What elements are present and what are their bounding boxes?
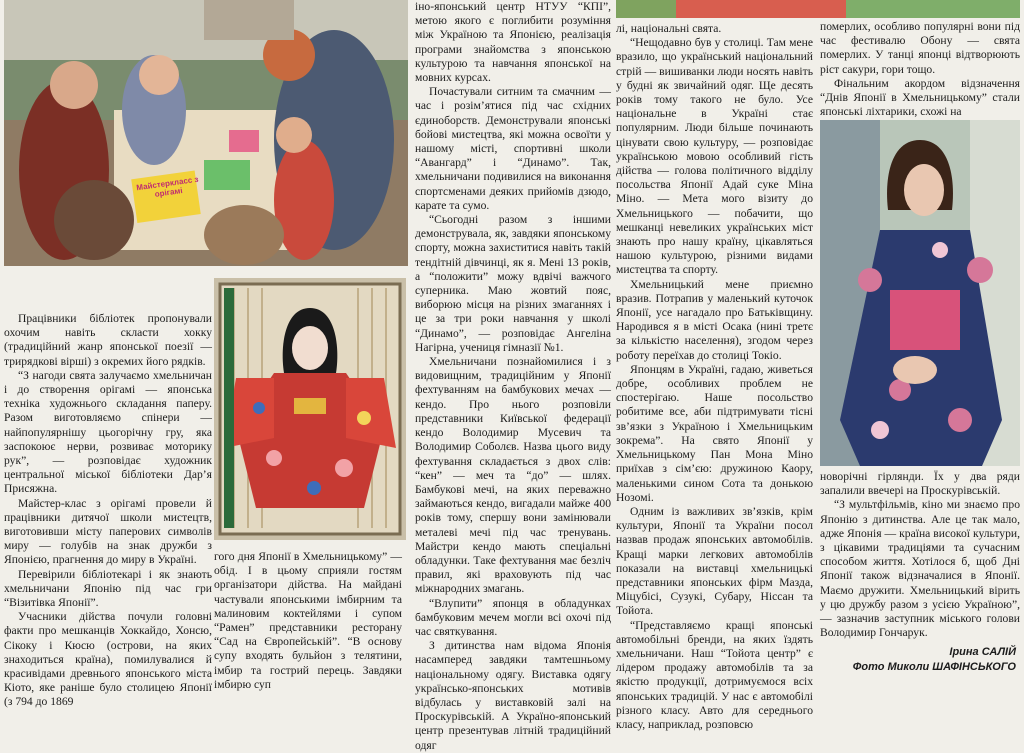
paragraph: “Сьогодні разом з іншими демонструвала, як, завдяки японському спорту, можна захиститися навіть такій тендітній дівчинці, як я. Мені 13 років, а “положити” можу вдвічі важчого суперника. Маю жовтий пояс, виборюю місця на різних змаганнях і це за три роки навчання у школі “Динамо”, — розповідає Ангеліна Нагірна, учениця гімназії №1. (415, 213, 611, 354)
article-column-1 (4, 312, 212, 710)
paragraph: Перевірили бібліотекарі і як знають хмельничани Японію під час гри “Візитівка Японії”. (4, 567, 212, 610)
paragraph: “Влупити” японця в обладунках бамбуковим мечем могли всі охочі під час святкування. (415, 596, 611, 638)
paragraph: Фінальним акордом відзначення “Днів Японії в Хмельницькому” стали японські ліхтарики, схожі на (820, 76, 1020, 119)
paragraph: “З нагоди свята залучаємо хмельничан і до створення орігамі — японська техніка художнього складання паперу. Разом виготовляємо спінери — найпопулярнішу цьогорічну гру, яка заспокоює нерви, розвиває моторику рук”, — розповідає художник центральної міської бібліотеки Дар’я Присяжна. (4, 368, 212, 496)
paragraph: гого дня Японії в Хмельницькому” — обід. І в цьому сприяли гостям організатори дійства. На майдані частували японськими імбирним та малиновим коктейлями і супом “Рамен” представники ресторану “Сад на Європейській”. “В основу супу входять бульйон з телятини, імбир та гострий перець. Завдяки імбирю суп (214, 550, 402, 691)
paragraph: З дитинства нам відома Японія насамперед завдяки тамтешньому національному одягу. Виставка одягу українсько-японських мотивів відбулась у виставковій залі на Проскурівській. А Україно-японський центр презентував літній традиційний одяг (415, 639, 611, 752)
paragraph: Хмельничани познайомилися і з видовищним, традиційним у Японії фехтуванням на бамбукових мечах — кендо. Про нього розповіли представники Київської федерації кендо Володимир Мусевич та Володимир Соболєв. Назва цього виду фехтування складається з двох слів: “кен” — меч та “до” — шлях. Бамбукові мечі, на яких переважно займаються кендо, вигадали майже 400 років тому, спершу вони замінювали металеві мечі під час тренувань. Майстри кендо мають спеціальні обладунки. Таке фехтування має безліч правил, які враховують під час міжнародних змагань. (415, 355, 611, 596)
paragraph: Працівники бібліотек пропонували охочим навіть скласти хокку (традиційний жанр японської поезії — трирядкові вірші) з окремих його рядків. (4, 312, 212, 368)
paragraph: іно-японський центр НТУУ “КПІ”, метою якого є поглибити розуміння між Україною та Японією, реалізація програми знайомства з японською культурою та навчання японської на мовних курсах. (415, 0, 611, 85)
article-column-4 (616, 22, 813, 731)
article-column-3 (415, 0, 611, 752)
article-column-5-bottom (820, 470, 1020, 646)
doll-image (214, 278, 406, 540)
paragraph: “З мультфільмів, кіно ми знаємо про Японію з дитинства. Але це так мало, адже Японія — країна високої культури, з цікавими традиціями та сучасним способом життя. Хотілося б, щоб Дні Японії також відзначалися в Японії. Маємо дружити. Хмельницький вірить у цю дружбу разом з усією Україною”, — зазначив заступник міського голови Володимир Гончарук. (820, 498, 1020, 640)
paragraph: “Нещодавно був у столиці. Там мене вразило, що український національний стрій — вишиванки люди носять навіть у будні як звичайний одяг. Ще десять років тому такого не було. Усе національне в Україні стає популярним. Люди більше починають цінувати свою культуру, — розповідає українською мовою особливий гість дійства — голова політичного відділу посольства Японії Адай суке Міна Міно. — Мета мого візиту до Хмельницького — побачити, що мешканці невеликих українських міст знають про нашу країну, цікавляться нашою культурою, різними видами мистецтва та спорту. (616, 36, 813, 277)
paragraph: лі, національні свята. (616, 22, 722, 35)
paragraph: Одним із важливих зв’язків, крім культури, Японії та України посол назвав продаж японських автомобілів. Кращі марки легкових автомобілів показали на виставці хмельницькі представники японських фірм Мазда, Міцубісі, Сузукі, Субару, Ніссан та Тойота. (616, 504, 813, 618)
article-column-5-top (820, 20, 1020, 120)
kimono-image (820, 120, 1020, 466)
paragraph: померлих, особливо популярні вони під час фестивалю Обону — свята померлих. У танці японці відтворюють ріст сакури, гори тощо. (820, 20, 1020, 76)
paragraph: Учасники дійства почули головні факти про мешканців Хоккайдо, Хонсю, Сікоку і Кюсю (острови, на яких знаходиться країна), помилувалися й красивідами древнього японського міста Кіото, яке раніше було столицею Японії (з 794 до 1869 (4, 610, 212, 709)
photo-origami-workshop (4, 0, 408, 266)
top-color-band (616, 0, 1020, 18)
origami-workshop-image (4, 0, 408, 266)
photo-japanese-doll (214, 278, 406, 540)
paragraph: Хмельницький мене приємно вразив. Потрапив у маленький куточок Японії, усе нагадало про Батьківщину. Народився я в місті Осака (нині третє за кількістю населення), згодом через роботу переїхав до столиці Токіо. (616, 277, 813, 362)
paragraph: Почастували ситним та смачним — час і розім’ятися під час східних єдиноборств. Демонстрували японські бойові мистецтва, які можна освоїти у нашому місті, спортивні школи “Авангард” і “Динамо”. Так, хмельничани подивилися на виконання спортсменами деяких прийомів дзюдо, карате та сумо. (415, 85, 611, 212)
photo-girl-in-kimono (820, 120, 1020, 466)
paragraph: новорічні гірлянди. Їх у два ряди запалили ввечері на Проскурівській. (820, 470, 1020, 498)
author-signature: Ірина САЛІЙ (949, 646, 1016, 658)
origami-sign-label: Майстеркласс з орігамі (135, 174, 199, 199)
paragraph: Майстер-клас з орігамі провели й працівники дитячої школи мистецтв, виготовивши місту паперових символів миру — голубів на знак дружби з Японією, прагнення до миру в Україні. (4, 496, 212, 567)
article-column-2 (214, 550, 402, 691)
photo-credit: Фото Миколи ШАФІНСЬКОГО (852, 661, 1016, 673)
paragraph: “Представляємо кращі японські автомобільні бренди, на яких їздять хмельничани. Наш “Тойота центр” є лідером продажу автомобілів та за якістю продукції, дотримуємося всіх японських традицій. У нас є автомобілі різного класу. Авто для середнього класу, наприклад, розповсю (616, 618, 813, 731)
paragraph: Японцям в Україні, гадаю, живеться добре, особливих проблем не спостерігаю. Наше посольство робитиме все, аби підтримувати тісні зв’язки з Україною і Хмельницьким зокрема”. На свято Японії у Хмельницькому Пан Мона Міно приїхав з сім’єю: дружиною Каору, маленькими сином Сота та донькою Нозомі. (616, 362, 813, 504)
